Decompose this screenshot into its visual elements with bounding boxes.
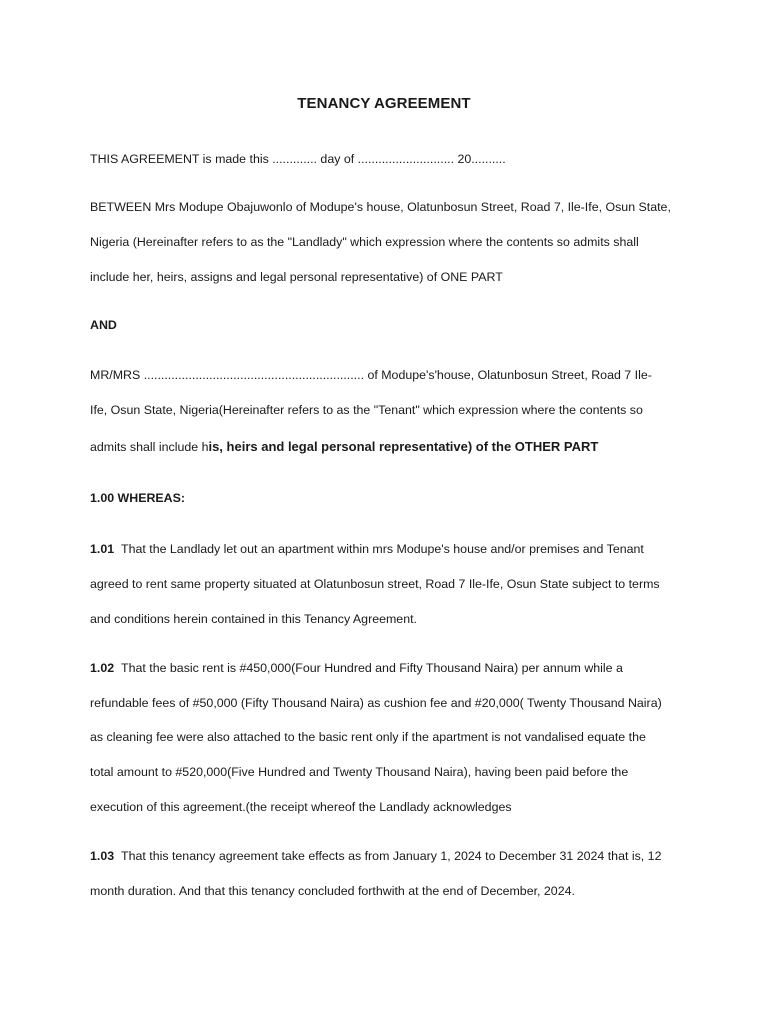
between-line-2: Nigeria (Hereinafter refers to as the "Landlady" which expression where the contents so admits shall — [90, 235, 639, 249]
clause-1-02-line-2: refundable fees of #50,000 (Fifty Thousand Naira) as cushion fee and #20,000( Twenty Thousand Naira) — [90, 696, 662, 710]
clause-1-01-line-3: and conditions herein contained in this Tenancy Agreement. — [90, 612, 417, 626]
whereas-heading: 1.00 WHEREAS: — [90, 491, 186, 505]
clause-number: 1.02 — [90, 661, 115, 675]
clause-1-02-first-line — [90, 660, 623, 676]
clause-text: That this tenancy agreement take effects as from January 1, 2024 to December 31 2024 that is, 12 — [121, 849, 662, 863]
tenant-line-3-normal: admits shall include h — [90, 440, 209, 454]
clause-number: 1.01 — [90, 542, 115, 556]
clause-1-03-line-2: month duration. And that this tenancy concluded forthwith at the end of December, 2024. — [90, 884, 575, 898]
document-title: TENANCY AGREEMENT — [297, 95, 471, 112]
clause-1-02-line-5: execution of this agreement.(the receipt whereof the Landlady acknowledges — [90, 800, 512, 814]
clause-text: That the Landlady let out an apartment within mrs Modupe's house and/or premises and Tenant — [121, 542, 644, 556]
tenant-line-2: Ife, Osun State, Nigeria(Hereinafter refers to as the "Tenant" which expression where the contents so — [90, 403, 643, 417]
clause-1-01-first-line — [90, 541, 644, 557]
between-line-3: include her, heirs, assigns and legal personal representative) of ONE PART — [90, 270, 503, 284]
clause-1-02-line-4: total amount to #520,000(Five Hundred and Twenty Thousand Naira), having been paid before the — [90, 765, 629, 779]
tenant-line-1: MR/MRS ................................................................ of Modupe's'house, Olatunbosun Street, Road 7 Ile- — [90, 368, 652, 382]
clause-1-02-line-3: as cleaning fee were also attached to the basic rent only if the apartment is not vandalised equate the — [90, 730, 646, 744]
between-line-1: BETWEEN Mrs Modupe Obajuwonlo of Modupe's house, Olatunbosun Street, Road 7, Ile-Ife, Osun State, — [90, 200, 671, 214]
clause-1-03-first-line — [90, 848, 661, 864]
agreement-date-line: THIS AGREEMENT is made this ............. day of ............................ 20.......... — [90, 152, 506, 166]
clause-text: That the basic rent is #450,000(Four Hundred and Fifty Thousand Naira) per annum while a — [121, 661, 623, 675]
tenant-line-3-bold: is, heirs and legal personal representative) of the OTHER PART — [208, 439, 599, 454]
and-label: AND — [90, 318, 117, 332]
tenant-line-3 — [90, 439, 598, 455]
clause-1-01-line-2: agreed to rent same property situated at Olatunbosun street, Road 7 Ile-Ife, Osun State subject to terms — [90, 577, 660, 591]
clause-number: 1.03 — [90, 849, 115, 863]
